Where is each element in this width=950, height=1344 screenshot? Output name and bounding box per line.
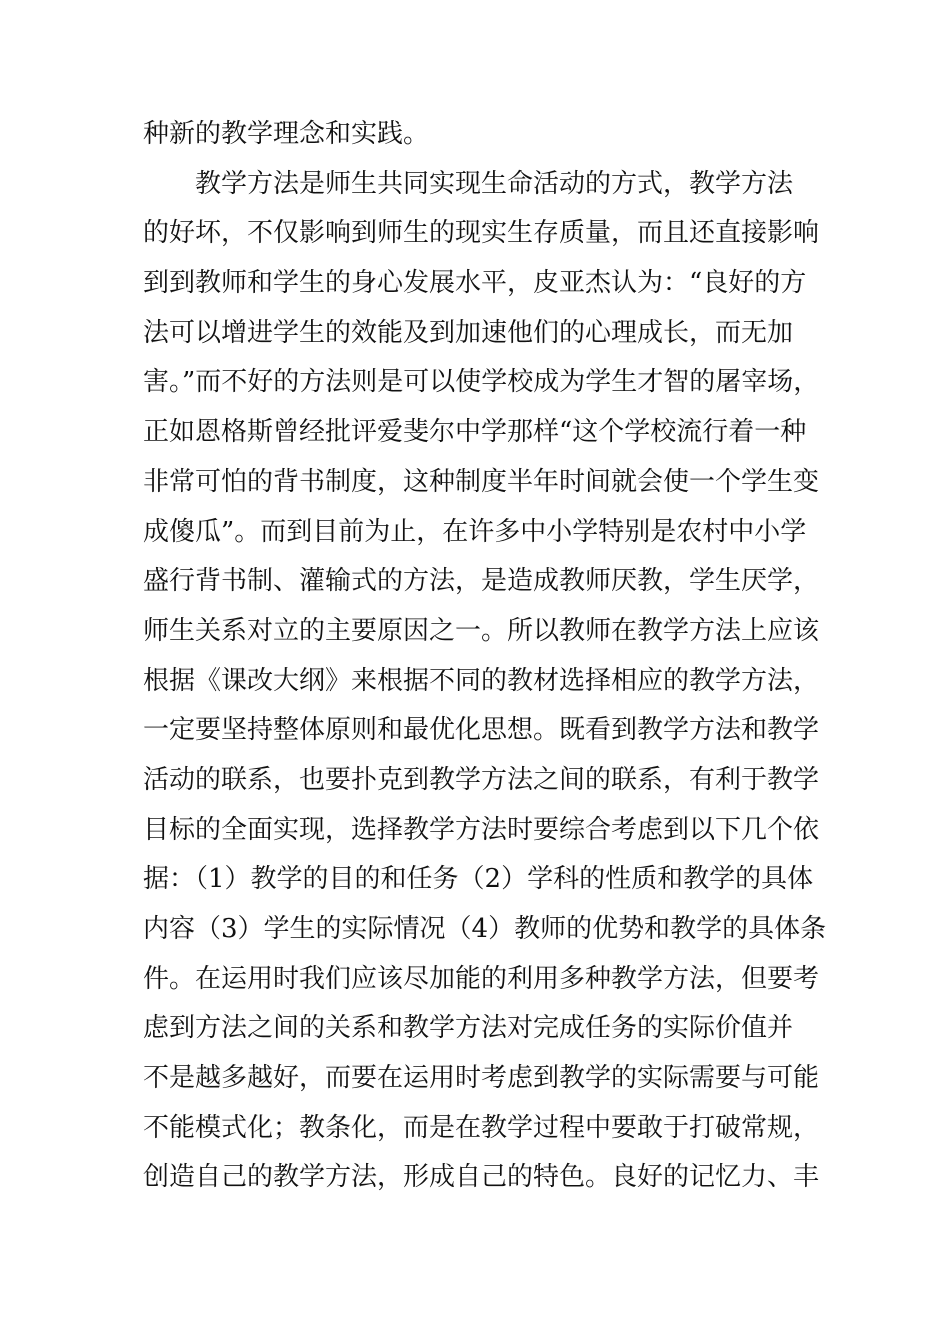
text-line: 种新的教学理念和实践。: [143, 119, 430, 149]
text-line: 教学方法是师生共同实现生命活动的方式，教学方法: [143, 168, 794, 199]
text-line: 盛行背书制、灌输式的方法，是造成教师厌教，学生厌学，: [143, 566, 820, 597]
text-line: 到到教师和学生的身心发展水平，皮亚杰认为：“良好的方: [143, 268, 807, 299]
text-line: 不是越多越好，而要在运用时考虑到教学的实际需要与可能: [143, 1063, 820, 1094]
text-line: 虑到方法之间的关系和教学方法对完成任务的实际价值并: [143, 1013, 794, 1044]
text-line: 目标的全面实现，选择教学方法时要综合考虑到以下几个依: [143, 814, 820, 845]
text-line: 根据《课改大纲》来根据不同的教材选择相应的教学方法，: [143, 665, 820, 696]
body-text: [143, 110, 843, 1203]
text-line: 成傻瓜”。而到目前为止，在许多中小学特别是农村中小学: [143, 516, 807, 547]
text-line: 法可以增进学生的效能及到加速他们的心理成长，而无加: [143, 317, 794, 348]
text-line: 一定要坚持整体原则和最优化思想。既看到教学方法和教学: [143, 715, 820, 746]
text-line: 不能模式化；教条化，而是在教学过程中要敢于打破常规，: [143, 1112, 820, 1143]
text-line: 害。”而不好的方法则是可以使学校成为学生才智的屠宰场，: [143, 367, 820, 398]
text-line: 据：（1）教学的目的和任务（2）学科的性质和教学的具体: [143, 864, 814, 895]
text-line: 非常可怕的背书制度，这种制度半年时间就会使一个学生变: [143, 466, 820, 497]
text-line: 活动的联系，也要扑克到教学方法之间的联系，有利于教学: [143, 764, 820, 795]
text-line: 内容（3）学生的实际情况（4）教师的优势和教学的具体条: [143, 914, 827, 944]
text-line: 正如恩格斯曾经批评爱斐尔中学那样“这个学校流行着一种: [143, 417, 807, 448]
text-line: 师生关系对立的主要原因之一。所以教师在教学方法上应该: [143, 615, 820, 646]
text-line: 创造自己的教学方法，形成自己的特色。良好的记忆力、丰: [143, 1162, 820, 1193]
text-line: 的好坏，不仅影响到师生的现实生存质量，而且还直接影响: [143, 218, 820, 249]
text-line: 件。在运用时我们应该尽加能的利用多种教学方法，但要考: [143, 963, 820, 994]
